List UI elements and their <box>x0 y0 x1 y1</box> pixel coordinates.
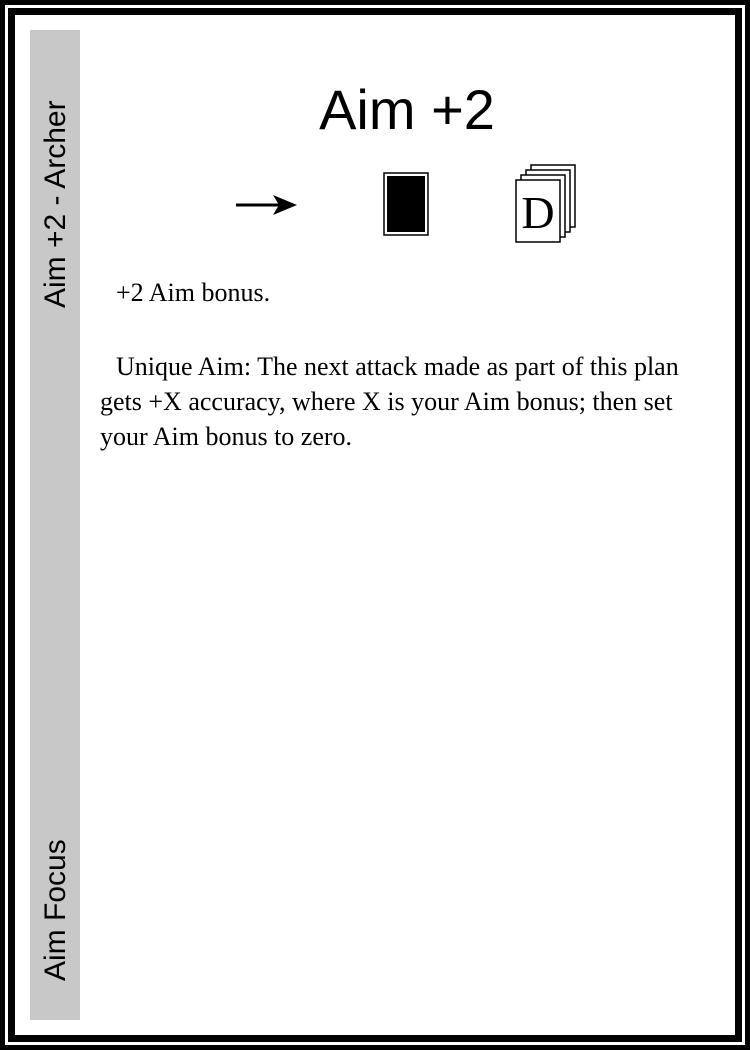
deck-icon-letter: D <box>521 187 555 238</box>
rule-text-unique-aim: Unique Aim: The next attack made as part of this plan gets +X accuracy, where X is your Aim bonus; then set your Aim bonus to zero. <box>100 352 679 451</box>
rule-text-aim-bonus: +2 Aim bonus. <box>116 278 271 307</box>
card-title: Aim +2 <box>319 78 495 141</box>
side-label-card-name: Aim +2 - Archer <box>39 100 72 308</box>
side-label-category: Aim Focus <box>39 839 72 981</box>
right-arrow-icon <box>233 190 299 220</box>
discard-deck-icon <box>514 163 578 243</box>
card-face <box>15 15 735 1035</box>
card-back-icon <box>383 172 429 236</box>
